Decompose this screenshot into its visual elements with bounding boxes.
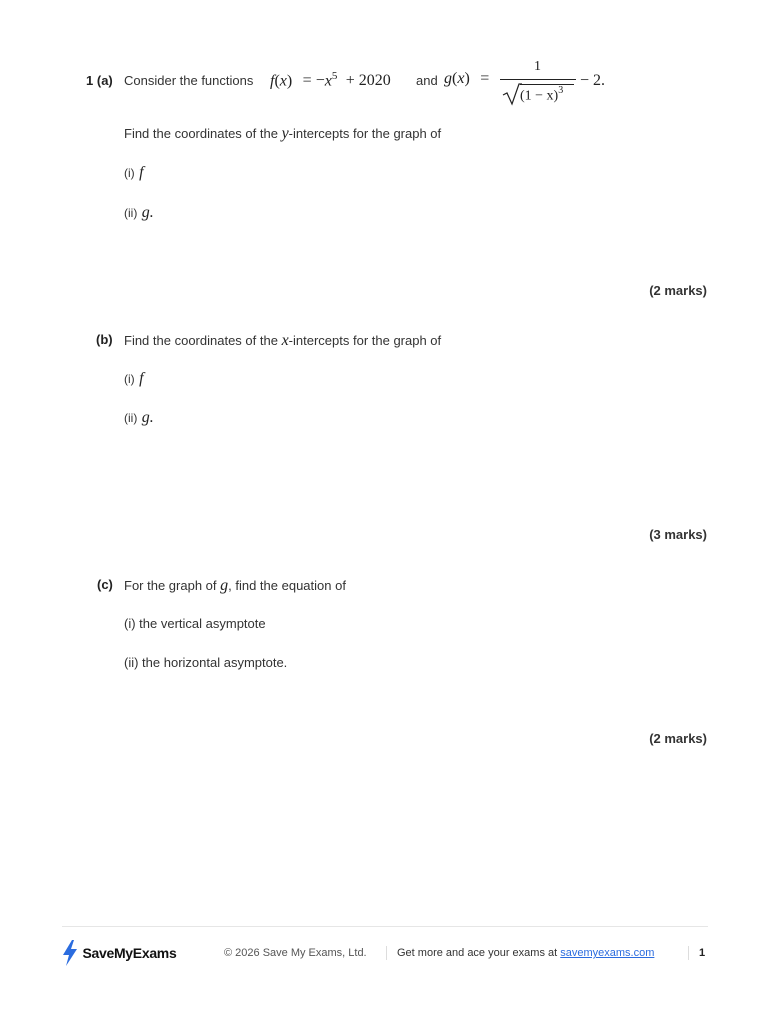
part-a-item-1: (i) f [124, 164, 144, 181]
x-variable: x [281, 332, 289, 349]
f-definition: $f(x) = -x^5 + 2020$ [270, 70, 391, 90]
part-b-prompt: Find the coordinates of the x-intercepts for the graph of [124, 332, 442, 349]
g-variable: g [220, 577, 229, 594]
footer-copyright: © 2026 Save My Exams, Ltd. [224, 947, 367, 959]
footer-logo [62, 940, 176, 966]
intro-text: Consider the functions [124, 73, 254, 88]
fraction-denominator: $(1 - x)^3$ [520, 85, 564, 104]
part-c-prompt: For the graph of g, find the equation of [124, 577, 346, 594]
footer-separator-2 [688, 946, 689, 960]
fraction-numerator: 1 [534, 59, 541, 74]
savemyexams-link[interactable]: savemyexams.com [560, 947, 655, 959]
page-number: 1 [699, 947, 706, 959]
sqrt-symbol [502, 82, 522, 106]
part-b-label: (b) [96, 332, 113, 347]
fraction-bar [500, 79, 576, 80]
part-b-item-2: (ii) g. [124, 409, 154, 426]
footer-cta: Get more and ace your exams at savemyexams.com [397, 947, 655, 959]
part-c-item-2: (ii) the horizontal asymptote. [124, 655, 288, 670]
y-variable: y [281, 125, 289, 142]
part-a-marks: (2 marks) [649, 283, 707, 298]
question-number: 1 (a) [86, 73, 113, 88]
and-text: and [416, 73, 438, 88]
logo-wordmark: SaveMyExams [82, 945, 177, 961]
part-a-prompt: Find the coordinates of the y-intercepts for the graph of [124, 125, 442, 142]
lightning-bolt-icon [62, 940, 78, 966]
part-c-item-1: (i) the vertical asymptote [124, 616, 266, 631]
part-b-marks: (3 marks) [649, 527, 707, 542]
part-c-marks: (2 marks) [649, 731, 707, 746]
footer-divider [62, 926, 708, 927]
footer-separator [386, 946, 387, 960]
g-definition-lhs: g(x) = [444, 70, 490, 87]
part-c-label: (c) [97, 577, 113, 592]
part-b-item-1: (i) f [124, 370, 144, 387]
g-fraction [500, 60, 576, 108]
g-tail: − 2. [580, 72, 606, 89]
part-a-item-2: (ii) g. [124, 204, 154, 221]
